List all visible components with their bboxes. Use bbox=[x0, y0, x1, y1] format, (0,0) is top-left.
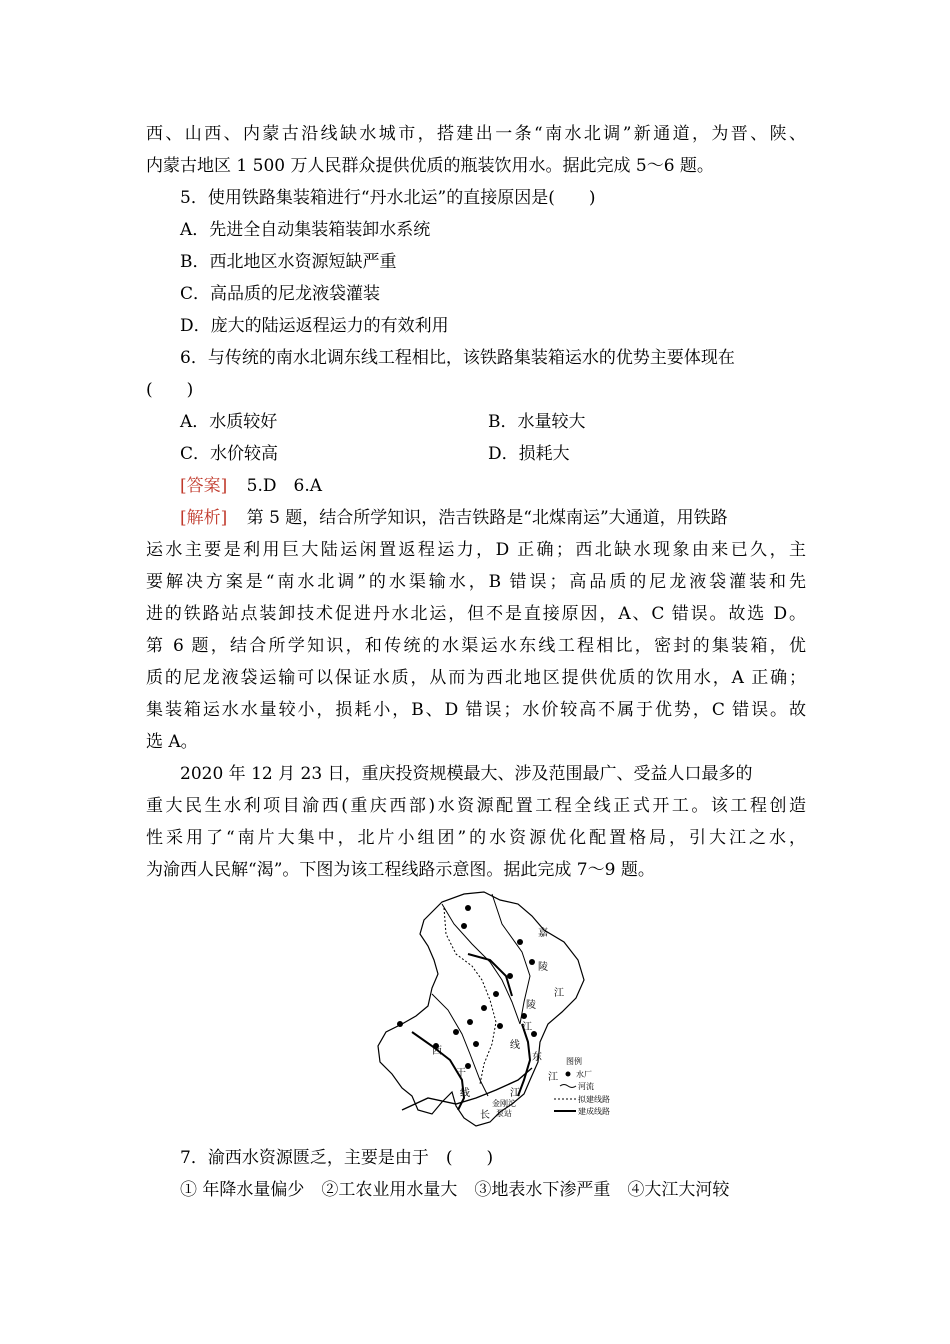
legend-river-symbol bbox=[560, 1085, 576, 1088]
analysis-line: 第 6 题，结合所学知识，和传统的水渠运水东线工程相比，密封的集装箱，优 bbox=[146, 636, 806, 656]
legend-title: 图例 bbox=[566, 1057, 582, 1066]
q6-options-row-1 bbox=[180, 410, 806, 434]
answer-text: 5.D 6.A bbox=[246, 476, 323, 496]
q6-stem-line-1: 6．与传统的南水北调东线工程相比，该铁路集装箱运水的优势主要体现在 bbox=[180, 348, 735, 368]
map-label: 线 bbox=[510, 1040, 520, 1051]
map-label: 江 bbox=[522, 1022, 532, 1033]
map-label: 干 bbox=[456, 1068, 466, 1079]
station-label: 金刚沱 bbox=[492, 1099, 516, 1108]
map-label: 江 bbox=[510, 1088, 520, 1099]
q5-option-d: D．庞大的陆运返程运力的有效利用 bbox=[180, 316, 449, 336]
water-plant bbox=[497, 1023, 503, 1029]
planned-line bbox=[444, 908, 496, 1084]
map-label: 长 bbox=[480, 1110, 490, 1121]
q5-option-b: B．西北地区水资源短缺严重 bbox=[180, 252, 397, 272]
q7-stem: 7．渝西水资源匮乏，主要是由于 ( ) bbox=[180, 1148, 494, 1168]
map-legend bbox=[554, 1056, 610, 1116]
water-plant bbox=[507, 973, 513, 979]
analysis-label: [解析] bbox=[180, 508, 228, 528]
water-plant bbox=[517, 939, 523, 945]
analysis-line: 要解决方案是“南水北调”的水渠输水，B 错误；高品质的尼龙液袋灌装和先 bbox=[146, 572, 806, 592]
water-plant bbox=[465, 905, 471, 911]
intro-line-1: 西、山西、内蒙古沿线缺水城市，搭建出一条“南水北调”新通道，为晋、陕、 bbox=[146, 124, 806, 144]
q6-stem-line-2: ( ) bbox=[146, 380, 194, 400]
legend-item: 建成线路 bbox=[578, 1107, 610, 1116]
legend-item: 拟建线路 bbox=[578, 1095, 610, 1104]
answer-line bbox=[180, 474, 806, 498]
map-label: 东 bbox=[532, 1052, 542, 1063]
q6-option-a: A．水质较好 bbox=[180, 412, 278, 432]
legend-item: 河流 bbox=[578, 1082, 594, 1091]
analysis-line: 进的铁路站点装卸技术促进丹水北运，但不是直接原因，A、C 错误。故选 D。 bbox=[146, 604, 806, 624]
analysis-line: 运水主要是利用巨大陆运闲置返程运力，D 正确；西北缺水现象由来已久，主 bbox=[146, 540, 806, 560]
water-plant bbox=[493, 991, 499, 997]
legend-water-plant-symbol bbox=[566, 1072, 571, 1077]
answer-label: [答案] bbox=[180, 476, 228, 496]
map-label: 线 bbox=[460, 1088, 470, 1099]
region-outline bbox=[378, 892, 584, 1126]
q6-option-d: D．损耗大 bbox=[488, 444, 570, 464]
passage2-line: 重大民生水利项目渝西(重庆西部)水资源配置工程全线正式开工。该工程创造 bbox=[146, 796, 806, 816]
q6-option-c: C．水价较高 bbox=[180, 444, 279, 464]
analysis-line: 选 A。 bbox=[146, 732, 198, 752]
map-label: 江 bbox=[554, 988, 564, 999]
q6-option-b: B．水量较大 bbox=[488, 412, 586, 432]
water-plant bbox=[461, 923, 467, 929]
analysis-line: 集装箱运水水量较小，损耗小，B、D 错误；水价较高不属于优势，C 错误。故 bbox=[146, 700, 806, 720]
water-plant bbox=[397, 1021, 403, 1027]
legend-item: 水厂 bbox=[576, 1070, 592, 1079]
passage2-line: 性采用了“南片大集中，北片小组团”的水资源优化配置格局，引大江之水， bbox=[146, 828, 806, 848]
water-plant bbox=[467, 1019, 473, 1025]
analysis-line: 质的尼龙液袋运输可以保证水质，从而为西北地区提供优质的饮用水，A 正确； bbox=[146, 668, 806, 688]
built-line-north bbox=[468, 954, 512, 996]
water-project-map bbox=[372, 884, 622, 1134]
map-label: 陵 bbox=[526, 1000, 536, 1011]
q6-options-row-2 bbox=[180, 442, 806, 466]
q7-options: ① 年降水量偏少 ②工农业用水量大 ③地表水下渗严重 ④大江大河较 bbox=[180, 1180, 730, 1200]
map-label: 西 bbox=[432, 1046, 442, 1057]
station-label-2: 泵站 bbox=[496, 1109, 512, 1118]
analysis-first-text: 第 5 题，结合所学知识，浩吉铁路是“北煤南运”大通道，用铁路 bbox=[246, 508, 728, 528]
water-plant bbox=[473, 1041, 479, 1047]
q5-stem: 5．使用铁路集装箱进行“丹水北运”的直接原因是( ) bbox=[180, 188, 596, 208]
water-plant bbox=[529, 959, 535, 965]
analysis-first-line bbox=[180, 506, 806, 530]
water-plant bbox=[453, 1029, 459, 1035]
q5-option-a: A．先进全自动集装箱装卸水系统 bbox=[180, 220, 431, 240]
water-plant bbox=[481, 1005, 487, 1011]
water-plant bbox=[521, 1013, 527, 1019]
map-label: 江 bbox=[548, 1072, 558, 1083]
jialing-river bbox=[492, 894, 530, 1024]
fu-river bbox=[442, 904, 520, 1024]
passage2-line: 2020 年 12 月 23 日，重庆投资规模最大、涉及范围最广、受益人口最多的 bbox=[180, 764, 753, 784]
intro-line-2: 内蒙古地区 1 500 万人民群众提供优质的瓶装饮用水。据此完成 5～6 题。 bbox=[146, 156, 714, 176]
map-label: 嘉 bbox=[538, 928, 548, 939]
map-label: 陵 bbox=[538, 962, 548, 973]
q5-option-c: C．高品质的尼龙液袋灌装 bbox=[180, 284, 381, 304]
passage2-line: 为渝西人民解“渴”。下图为该工程线路示意图。据此完成 7～9 题。 bbox=[146, 860, 655, 880]
tuo-river bbox=[432, 994, 488, 1096]
